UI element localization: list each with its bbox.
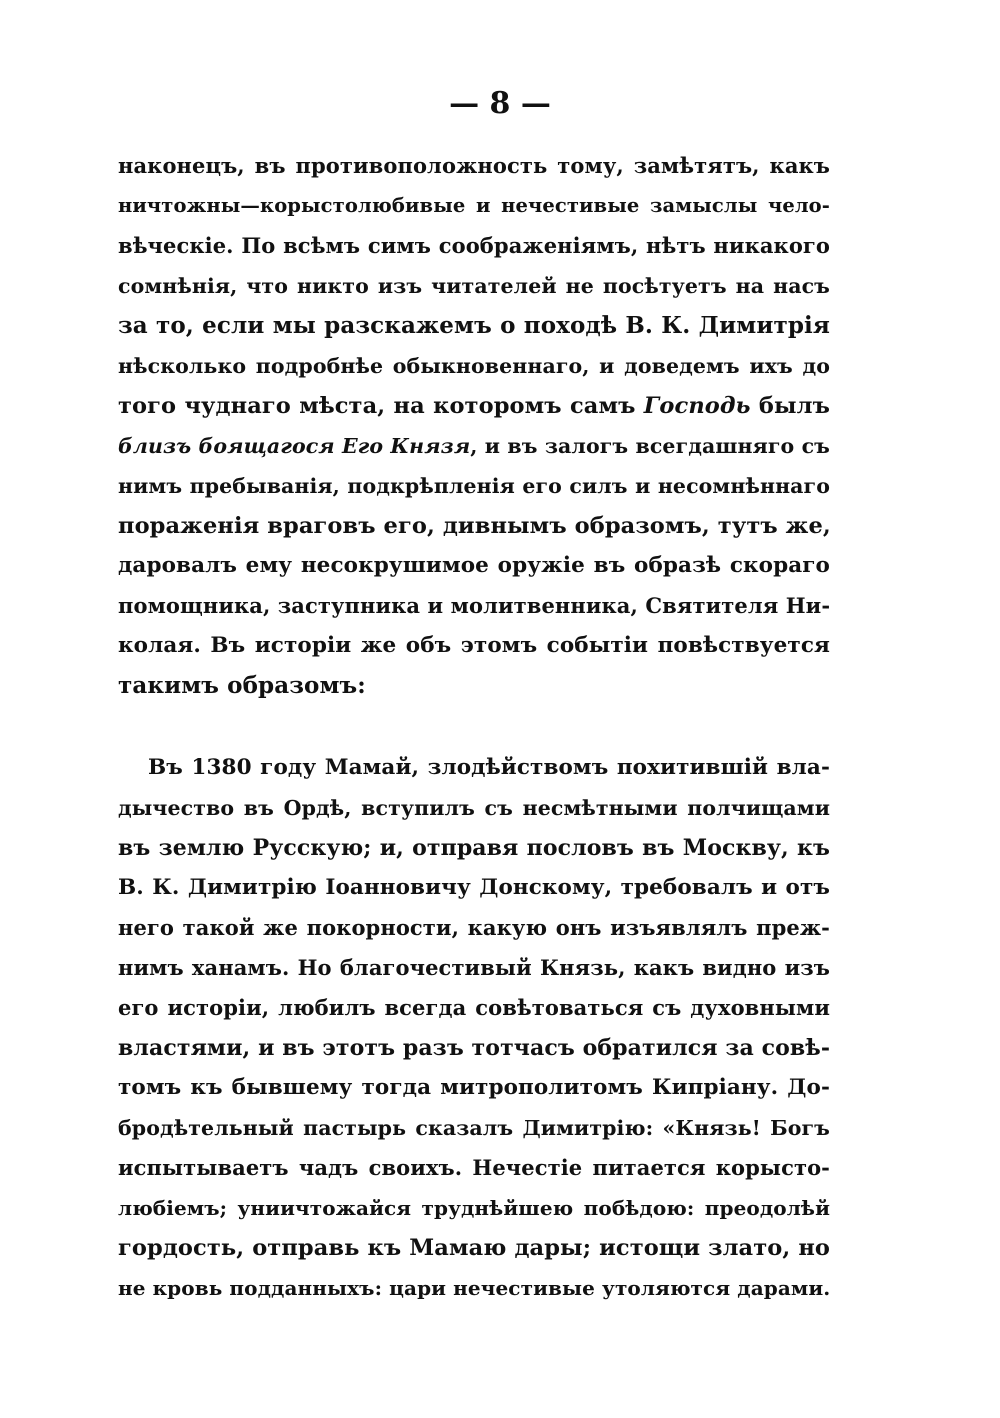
text-line: нѣсколько подробнѣе обыкновеннаго, и доведемъ ихъ до [118,354,830,378]
text-line: пораженія враговъ его, дивнымъ образомъ, тутъ же, [118,513,831,539]
text-line: въ землю Русскую; и, отправя пословъ въ Москву, къ [118,835,830,861]
text-line: наконецъ, въ противоположность тому, замѣтятъ, какъ [118,153,830,178]
text-line: нимъ ханамъ. Но благочестивый Князь, какъ видно изъ [118,955,830,980]
text-line: дычество въ Ордѣ, вступилъ съ несмѣтными полчищами [118,796,830,820]
text-line: нимъ пребыванія, подкрѣпленія его силъ и несомнѣннаго [118,474,830,498]
italic-phrase: близъ боящагося Его Князя [118,434,471,458]
text-line: него такой же покорности, какую онъ изъявлялъ преж- [118,915,830,940]
text-line: такимъ образомъ: [118,672,366,699]
text-line: гордость, отправь къ Мамаю дары; истощи злато, но [118,1235,830,1261]
text-segment: того чуднаго мѣста, на которомъ самъ [118,393,636,419]
text-line: любіемъ; униичтожайся труднѣйшею побѣдою: преодолѣй [118,1196,830,1220]
page-number: — 8 — [449,86,551,121]
text-line: не кровь подданныхъ: цари нечестивые утоляются дарами. [118,1276,831,1300]
text-line: ничтожны—корыстолюбивые и нечестивые замыслы чело- [118,194,830,217]
text-line: бродѣтельный пастырь сказалъ Димитрію: «Князь! Богъ [118,1116,830,1140]
text-line: сомнѣнія, что никто изъ читателей не посѣтуетъ на насъ [118,274,830,298]
text-line: вѣческіе. По всѣмъ симъ соображеніямъ, нѣтъ никакого [118,233,830,258]
text-segment: , и въ залогъ всегдашняго съ [470,434,830,458]
text-segment: былъ [758,393,830,419]
text-line: испытываетъ чадъ своихъ. Нечестіе питается корысто- [118,1155,830,1180]
text-line-mixed [118,386,830,426]
text-line: помощника, заступника и молитвенника, Святителя Ни- [118,593,831,618]
text-line: за то, если мы разскажемъ о походѣ В. К. Димитрія [118,312,830,339]
text-line: властями, и въ этотъ разъ тотчасъ обратился за совѣ- [118,1035,831,1061]
text-line-mixed [118,426,830,466]
text-line: Въ 1380 году Мамай, злодѣйствомъ похитившій вла- [148,755,830,780]
text-line: колая. Въ исторіи же объ этомъ событіи повѣствуется [118,633,830,658]
paragraph-2 [118,748,830,1308]
italic-phrase: Господь [643,393,751,419]
text-line: В. К. Димитрію Іоанновичу Донскому, требовалъ и отъ [118,875,830,900]
text-line: его исторіи, любилъ всегда совѣтоваться съ духовными [118,995,830,1020]
text-line: даровалъ ему несокрушимое оружіе въ образѣ скораго [118,553,830,578]
text-line: томъ къ бывшему тогда митрополитомъ Кипріану. До- [118,1075,830,1100]
paragraph-1 [118,146,830,706]
